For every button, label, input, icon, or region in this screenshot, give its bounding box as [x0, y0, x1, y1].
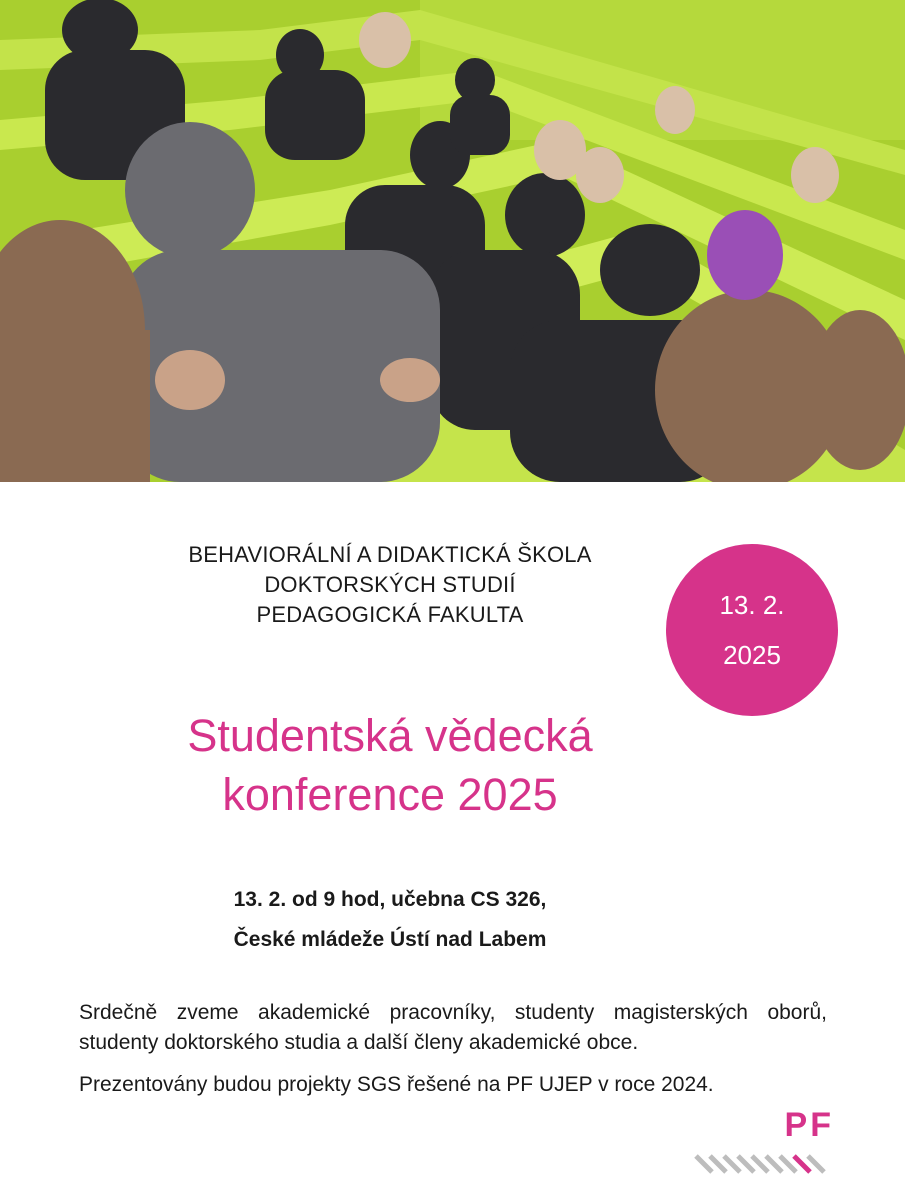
organization-line-1: BEHAVIORÁLNÍ A DIDAKTICKÁ ŠKOLA [188, 542, 592, 567]
invitation-text [79, 998, 827, 1100]
organization-block [90, 540, 690, 630]
event-details-line-2: České mládeže Ústí nad Labem [233, 928, 547, 951]
pf-logo-text: PF [784, 1106, 834, 1144]
conference-title-line-1: Studentská vědecká [187, 710, 593, 761]
invitation-paragraph-2: Prezentovány budou projekty SGS řešené na PF UJEP v roce 2024. [79, 1073, 714, 1096]
organization-line-3: PEDAGOGICKÁ FAKULTA [256, 602, 524, 627]
date-badge-day-month: 13. 2. [719, 590, 785, 620]
logo-stripes-icon [690, 1152, 840, 1176]
organization-line-2: DOKTORSKÝCH STUDIÍ [264, 572, 516, 597]
conference-title [90, 706, 690, 824]
header-photo [0, 0, 905, 482]
invitation-paragraph-1: Srdečně zveme akademické pracovníky, studenty magisterských oborů, studenty doktorského studia a další členy akademické obce. [79, 1001, 827, 1054]
lecture-hall-image [0, 0, 905, 482]
event-details [90, 880, 690, 960]
pf-logo [690, 1106, 840, 1176]
date-badge [666, 544, 838, 716]
date-badge-year: 2025 [723, 640, 781, 670]
conference-title-line-2: konference 2025 [222, 769, 558, 820]
event-details-line-1: 13. 2. od 9 hod, učebna CS 326, [233, 888, 547, 911]
